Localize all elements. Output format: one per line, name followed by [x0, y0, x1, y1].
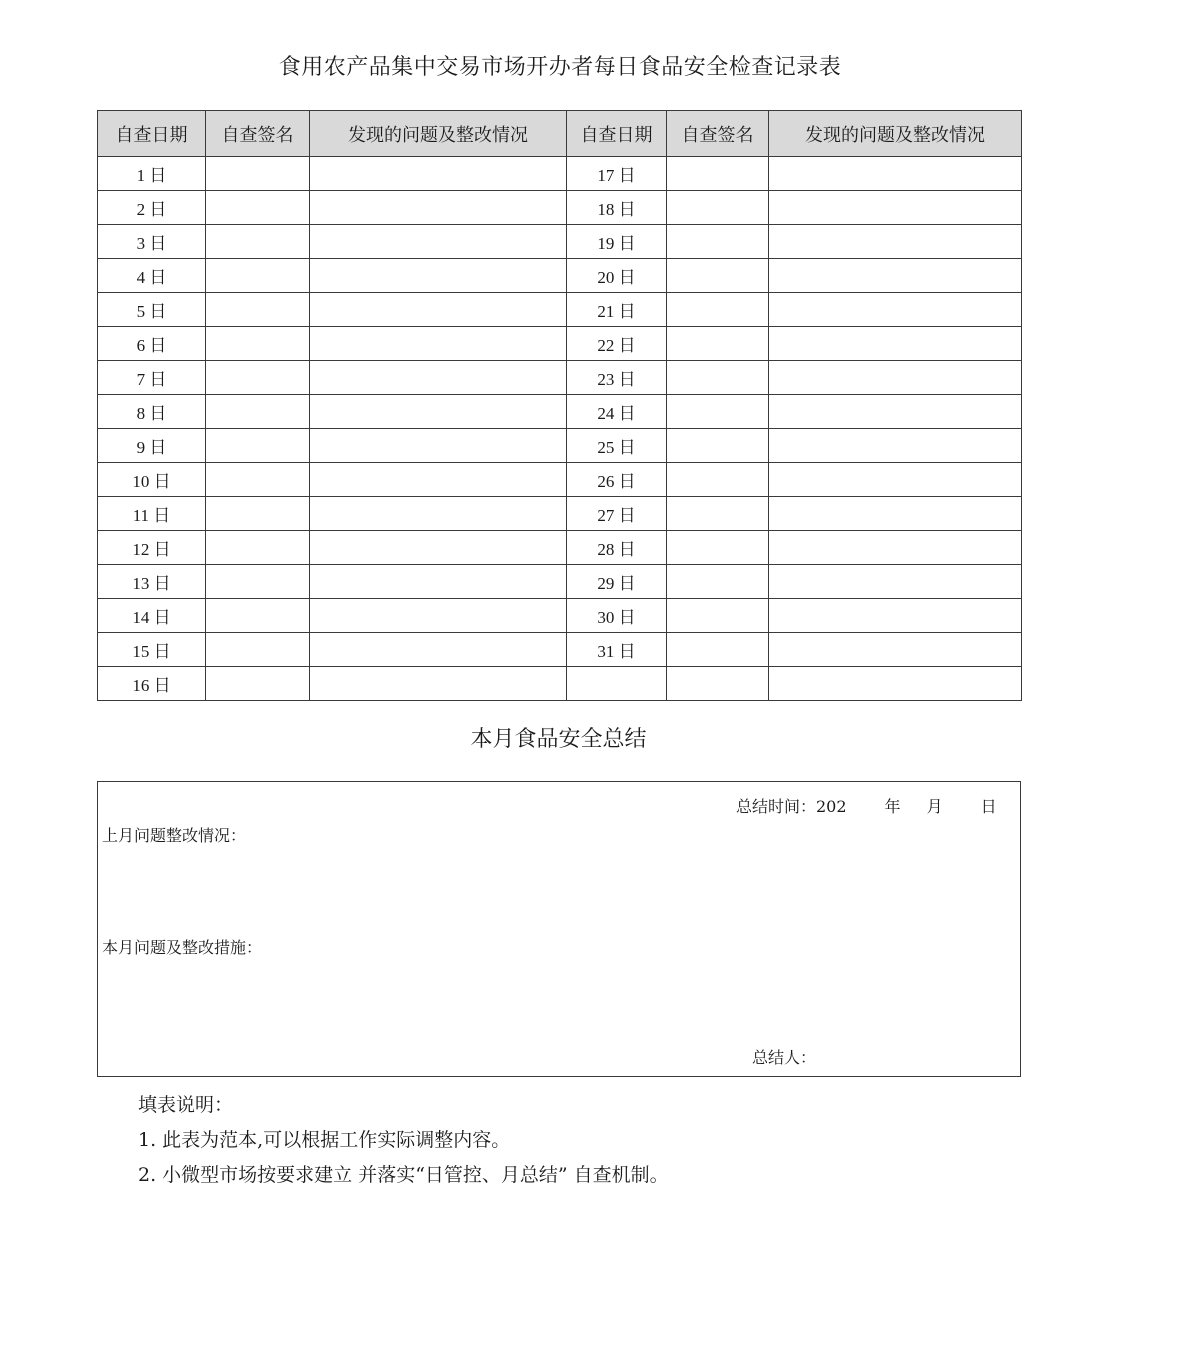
signature-cell-left[interactable] — [206, 225, 310, 259]
signature-cell-left[interactable] — [206, 497, 310, 531]
table-row — [98, 633, 1022, 667]
instructions-heading: 填表说明： — [138, 1094, 234, 1116]
signature-cell-left[interactable] — [206, 327, 310, 361]
date-cell-right: 22 日 — [567, 327, 667, 361]
date-cell-right: 20 日 — [567, 259, 667, 293]
issues-cell-left[interactable] — [310, 565, 567, 599]
signature-cell-left[interactable] — [206, 599, 310, 633]
date-cell-right: 28 日 — [567, 531, 667, 565]
issues-cell-left[interactable] — [310, 497, 567, 531]
issues-cell-left[interactable] — [310, 429, 567, 463]
date-cell-right: 18 日 — [567, 191, 667, 225]
date-cell-right: 25 日 — [567, 429, 667, 463]
issues-cell-left[interactable] — [310, 225, 567, 259]
signature-cell-right[interactable] — [667, 259, 769, 293]
date-cell-left: 2 日 — [98, 191, 206, 225]
issues-cell-right[interactable] — [769, 531, 1022, 565]
signature-cell-right[interactable] — [667, 225, 769, 259]
date-cell-right: 17 日 — [567, 157, 667, 191]
header-date-left: 自查日期 — [98, 111, 206, 157]
issues-cell-left[interactable] — [310, 293, 567, 327]
header-issues-left: 发现的问题及整改情况 — [310, 111, 567, 157]
date-cell-left: 13 日 — [98, 565, 206, 599]
signature-cell-right[interactable] — [667, 633, 769, 667]
issues-cell-right[interactable] — [769, 157, 1022, 191]
signature-cell-right[interactable] — [667, 667, 769, 701]
date-cell-right: 23 日 — [567, 361, 667, 395]
issues-cell-left[interactable] — [310, 531, 567, 565]
issues-cell-right[interactable] — [769, 259, 1022, 293]
issues-cell-left[interactable] — [310, 259, 567, 293]
date-cell-left: 10 日 — [98, 463, 206, 497]
date-cell-right: 31 日 — [567, 633, 667, 667]
summary-year-label: 年 — [884, 797, 901, 816]
date-cell-right: 29 日 — [567, 565, 667, 599]
signature-cell-right[interactable] — [667, 293, 769, 327]
table-row — [98, 327, 1022, 361]
issues-cell-right[interactable] — [769, 361, 1022, 395]
signature-cell-left[interactable] — [206, 395, 310, 429]
summary-title: 本月食品安全总结 — [470, 727, 647, 752]
signature-cell-right[interactable] — [667, 599, 769, 633]
date-cell-right: 21 日 — [567, 293, 667, 327]
date-cell-left: 12 日 — [98, 531, 206, 565]
issues-cell-left[interactable] — [310, 395, 567, 429]
signature-cell-right[interactable] — [667, 157, 769, 191]
date-cell-right: 27 日 — [567, 497, 667, 531]
signature-cell-right[interactable] — [667, 191, 769, 225]
page-title: 食用农产品集中交易市场开办者每日食品安全检查记录表 — [278, 55, 842, 80]
issues-cell-left[interactable] — [310, 463, 567, 497]
current-month-measures-label: 本月问题及整改措施： — [102, 938, 263, 957]
signature-cell-right[interactable] — [667, 497, 769, 531]
date-cell-left: 11 日 — [98, 497, 206, 531]
summary-time-label: 总结时间：202 — [736, 797, 847, 816]
signature-cell-left[interactable] — [206, 191, 310, 225]
issues-cell-right[interactable] — [769, 497, 1022, 531]
issues-cell-left[interactable] — [310, 667, 567, 701]
issues-cell-left[interactable] — [310, 633, 567, 667]
issues-cell-right[interactable] — [769, 463, 1022, 497]
signature-cell-right[interactable] — [667, 361, 769, 395]
table-header-row — [98, 111, 1022, 157]
date-cell-left: 4 日 — [98, 259, 206, 293]
issues-cell-left[interactable] — [310, 191, 567, 225]
instructions — [138, 1088, 669, 1193]
issues-cell-right[interactable] — [769, 293, 1022, 327]
table-row — [98, 361, 1022, 395]
issues-cell-right[interactable] — [769, 565, 1022, 599]
table-row — [98, 157, 1022, 191]
signature-cell-right[interactable] — [667, 395, 769, 429]
signature-cell-left[interactable] — [206, 429, 310, 463]
issues-cell-right[interactable] — [769, 599, 1022, 633]
signature-cell-left[interactable] — [206, 259, 310, 293]
instruction-item-1: 1. 此表为范本,可以根据工作实际调整内容。 — [138, 1129, 511, 1151]
table-row — [98, 259, 1022, 293]
signature-cell-right[interactable] — [667, 531, 769, 565]
daily-check-table — [97, 110, 1022, 701]
date-cell-left: 5 日 — [98, 293, 206, 327]
signature-cell-left[interactable] — [206, 565, 310, 599]
header-issues-right: 发现的问题及整改情况 — [769, 111, 1022, 157]
date-cell-right — [567, 667, 667, 701]
signature-cell-left[interactable] — [206, 531, 310, 565]
header-signature-left: 自查签名 — [206, 111, 310, 157]
issues-cell-right[interactable] — [769, 395, 1022, 429]
table-row — [98, 463, 1022, 497]
issues-cell-left[interactable] — [310, 361, 567, 395]
date-cell-right: 26 日 — [567, 463, 667, 497]
prev-month-rectification-label: 上月问题整改情况： — [102, 826, 247, 845]
issues-cell-right[interactable] — [769, 667, 1022, 701]
table-row — [98, 429, 1022, 463]
date-cell-right: 19 日 — [567, 225, 667, 259]
signature-cell-left[interactable] — [206, 157, 310, 191]
date-cell-left: 8 日 — [98, 395, 206, 429]
issues-cell-right[interactable] — [769, 633, 1022, 667]
table-row — [98, 191, 1022, 225]
issues-cell-left[interactable] — [310, 599, 567, 633]
summary-time — [736, 794, 997, 817]
table-row — [98, 565, 1022, 599]
signature-cell-left[interactable] — [206, 361, 310, 395]
header-signature-right: 自查签名 — [667, 111, 769, 157]
signature-cell-right[interactable] — [667, 429, 769, 463]
date-cell-right: 24 日 — [567, 395, 667, 429]
signature-cell-left[interactable] — [206, 293, 310, 327]
summary-day-label: 日 — [980, 797, 997, 816]
summary-month-label: 月 — [926, 797, 943, 816]
issues-cell-right[interactable] — [769, 225, 1022, 259]
issues-cell-left[interactable] — [310, 157, 567, 191]
date-cell-left: 3 日 — [98, 225, 206, 259]
signature-cell-right[interactable] — [667, 565, 769, 599]
issues-cell-right[interactable] — [769, 429, 1022, 463]
issues-cell-left[interactable] — [310, 327, 567, 361]
table-row — [98, 293, 1022, 327]
summary-box — [97, 781, 1021, 1077]
table-row — [98, 531, 1022, 565]
signature-cell-right[interactable] — [667, 327, 769, 361]
signature-cell-left[interactable] — [206, 463, 310, 497]
date-cell-left: 14 日 — [98, 599, 206, 633]
table-row — [98, 667, 1022, 701]
signature-cell-left[interactable] — [206, 667, 310, 701]
summarizer-label: 总结人： — [752, 1048, 817, 1067]
header-date-right: 自查日期 — [567, 111, 667, 157]
signature-cell-left[interactable] — [206, 633, 310, 667]
table-row — [98, 395, 1022, 429]
signature-cell-right[interactable] — [667, 463, 769, 497]
date-cell-left: 7 日 — [98, 361, 206, 395]
table-row — [98, 599, 1022, 633]
date-cell-left: 16 日 — [98, 667, 206, 701]
date-cell-left: 6 日 — [98, 327, 206, 361]
table-row — [98, 225, 1022, 259]
table-row — [98, 497, 1022, 531]
date-cell-left: 1 日 — [98, 157, 206, 191]
issues-cell-right[interactable] — [769, 191, 1022, 225]
instruction-item-2: 2. 小微型市场按要求建立 并落实“日管控、月总结” 自查机制。 — [138, 1164, 669, 1186]
date-cell-left: 15 日 — [98, 633, 206, 667]
date-cell-right: 30 日 — [567, 599, 667, 633]
date-cell-left: 9 日 — [98, 429, 206, 463]
issues-cell-right[interactable] — [769, 327, 1022, 361]
